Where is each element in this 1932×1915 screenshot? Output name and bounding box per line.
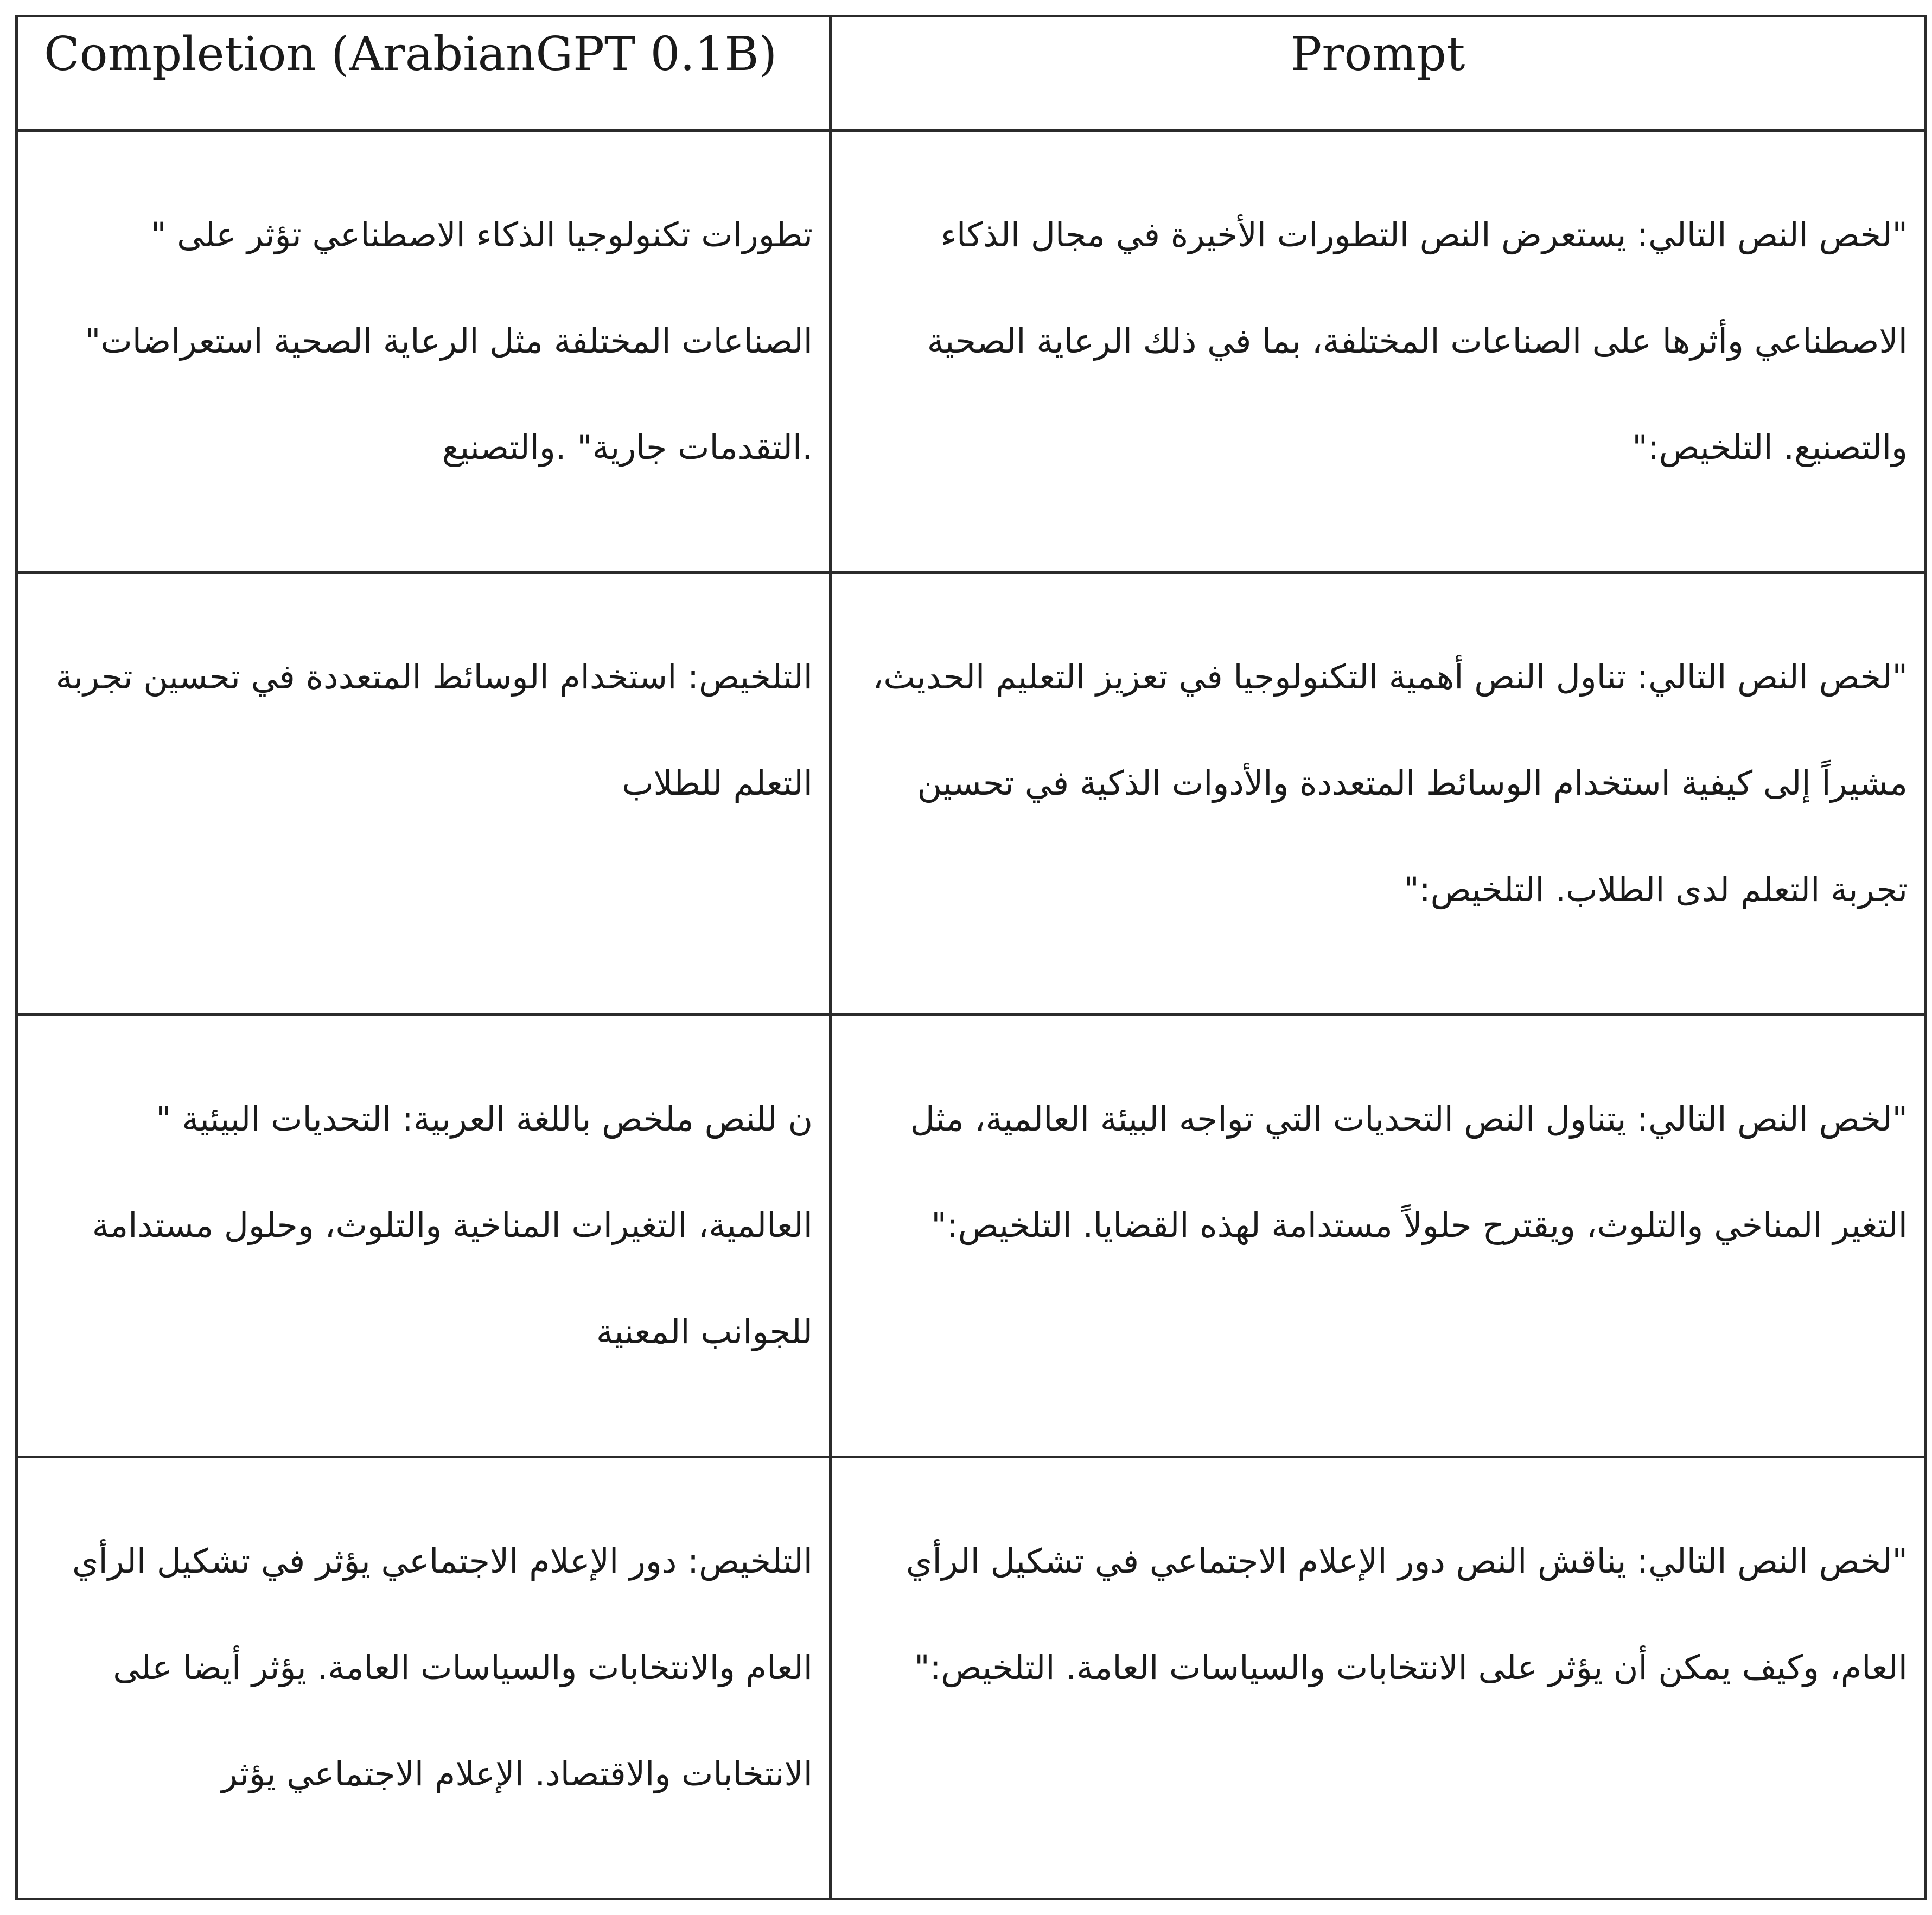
prompt-cell (831, 1457, 1925, 1899)
completion-cell (17, 573, 831, 1015)
prompt-cell (831, 1015, 1925, 1457)
table-row (17, 573, 1925, 1015)
prompt-text: "لخص النص التالي: يستعرض النص التطورات الأخيرة في مجال الذكاء الاصطناعي وأثرها على الصناعات المختلفة، بما في ذلك الرعاية الصحية والتصنيع. التلخيص:" (927, 215, 1908, 467)
completion-text: التلخيص: دور الإعلام الاجتماعي يؤثر في تشكيل الرأي العام والانتخابات والسياسات العامة. يؤثر أيضا على الانتخابات والاقتصاد. الإعلام الاجتماعي يؤثر (72, 1541, 813, 1793)
completion-text: تطورات تكنولوجيا الذكاء الاصطناعي تؤثر على " الصناعات المختلفة مثل الرعاية الصحية استعراضات" .التقدمات جارية" .والتصنيع (85, 215, 813, 467)
completion-cell (17, 1457, 831, 1899)
header-completion: Completion (ArabianGPT 0.1B) (17, 16, 831, 131)
header-prompt: Prompt (831, 16, 1925, 131)
prompt-text: "لخص النص التالي: تناول النص أهمية التكنولوجيا في تعزيز التعليم الحديث، مشيراً إلى كيفية استخدام الوسائط المتعددة والأدوات الذكية في تحسين تجربة التعلم لدى الطلاب. التلخيص:" (872, 657, 1908, 909)
prompt-cell (831, 131, 1925, 573)
table-row (17, 131, 1925, 573)
header-row (17, 16, 1925, 131)
completion-text: ن للنص ملخص باللغة العربية: التحديات البيئية " العالمية، التغيرات المناخية والتلوث، وحلول مستدامة للجوانب المعنية (92, 1099, 813, 1351)
prompt-text: "لخص النص التالي: يناقش النص دور الإعلام الاجتماعي في تشكيل الرأي العام، وكيف يمكن أن يؤثر على الانتخابات والسياسات العامة. التلخيص:" (906, 1541, 1908, 1687)
completion-cell (17, 131, 831, 573)
completion-text: التلخيص: استخدام الوسائط المتعددة في تحسين تجربة التعلم للطلاب (55, 657, 813, 803)
table-row (17, 1457, 1925, 1899)
table-row (17, 1015, 1925, 1457)
comparison-table-container (15, 15, 1924, 1900)
prompt-cell (831, 573, 1925, 1015)
prompt-completion-table (15, 15, 1927, 1900)
completion-cell (17, 1015, 831, 1457)
prompt-text: "لخص النص التالي: يتناول النص التحديات التي تواجه البيئة العالمية، مثل التغير المناخي والتلوث، ويقترح حلولاً مستدامة لهذه القضايا. التلخيص:" (910, 1099, 1908, 1245)
